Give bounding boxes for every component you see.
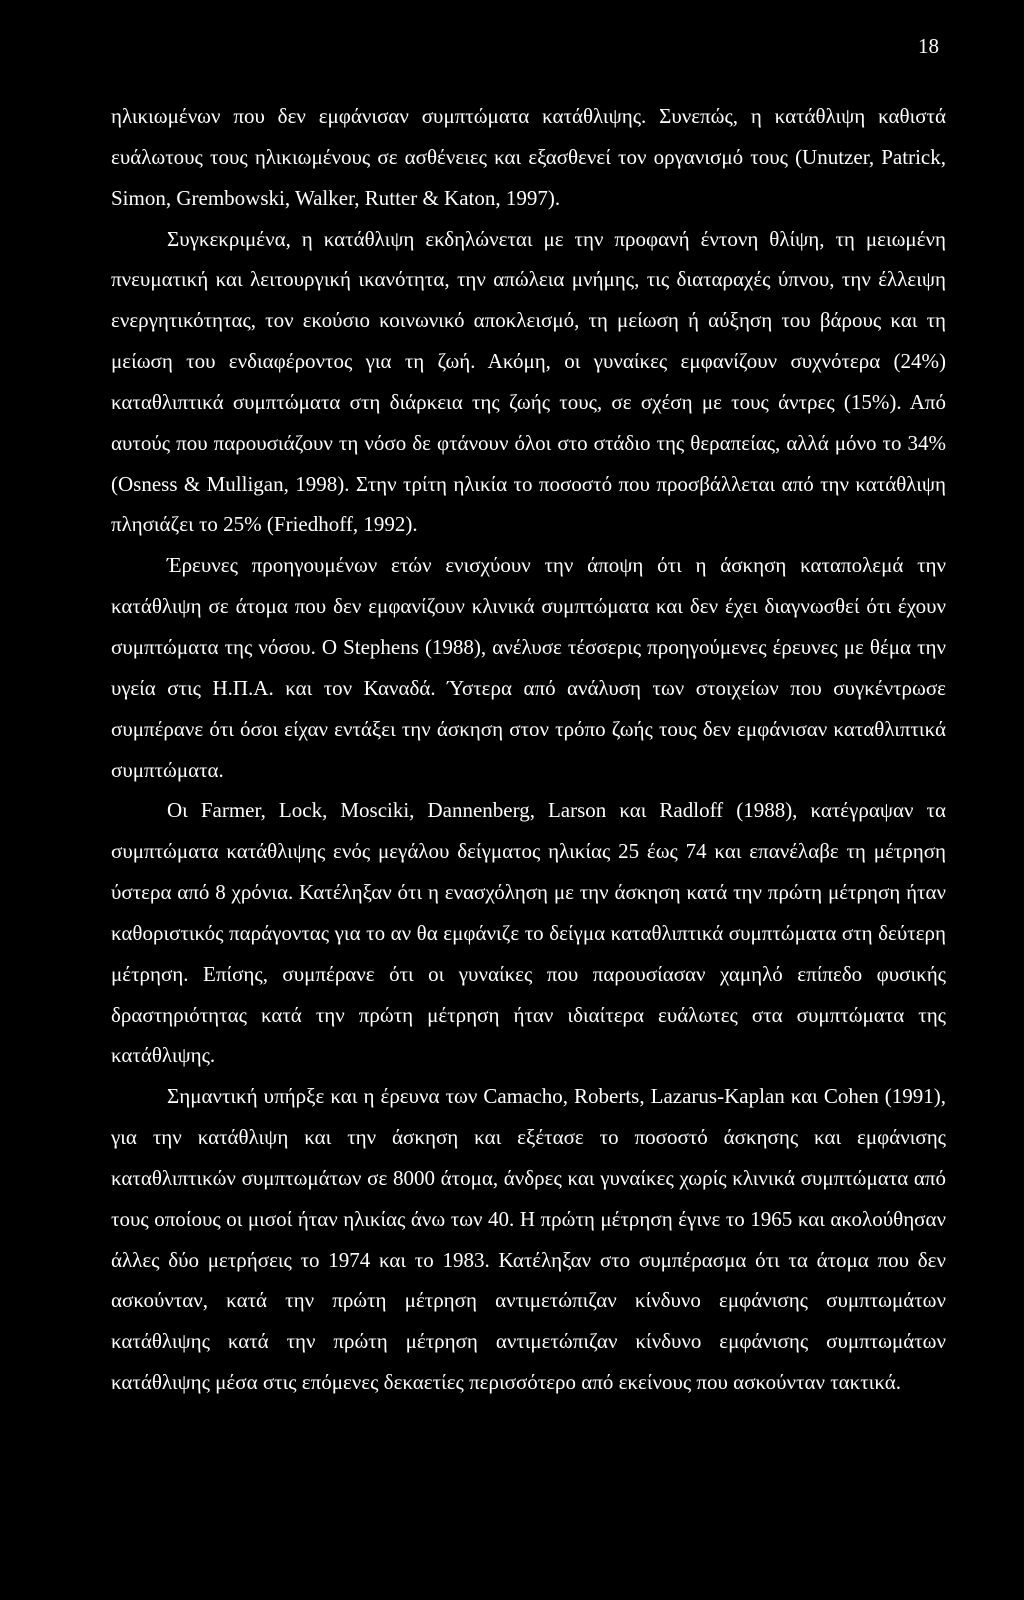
paragraph-symptoms: Συγκεκριμένα, η κατάθλιψη εκδηλώνεται με την προφανή έντονη θλίψη, τη μειωμένη πνευματική και λειτουργική ικανότητα, την απώλεια μνήμης, τις διαταραχές ύπνου, την έλλειψη ενεργητικότητας, τον εκούσιο κοινωνικό αποκλεισμό, τη μείωση ή αύξηση του βάρους και τη μείωση του ενδιαφέροντος για τη ζωή. Ακόμη, οι γυναίκες εμφανίζουν συχνότερα (24%) καταθλιπτικά συμπτώματα στη διάρκεια της ζωής τους, σε σχέση με τους άντρες (15%). Από αυτούς που παρουσιάζουν τη νόσο δε φτάνουν όλοι στο στάδιο της θεραπείας, αλλά μόνο το 34% (Osness & Mulligan, 1998). Στην τρίτη ηλικία το ποσοστό που προσβάλλεται από την κατάθλιψη πλησιάζει το 25% (Friedhoff, 1992). [111,226,946,537]
paragraph-continuation: ηλικιωμένων που δεν εμφάνισαν συμπτώματα κατάθλιψης. Συνεπώς, η κατάθλιψη καθιστά ευάλωτους τους ηλικιωμένους σε ασθένειες και εξασθενεί τον οργανισμό τους (Unutzer, Patrick, Simon, Grembowski, Walker, Rutter & Katon, 1997). [111,104,946,210]
paragraph-prior-research: Έρευνες προηγουμένων ετών ενισχύουν την άποψη ότι η άσκηση καταπολεμά την κατάθλιψη σε άτομα που δεν εμφανίζουν κλινικά συμπτώματα και δεν έχει διαγνωσθεί ότι έχουν συμπτώματα της νόσου. Ο Stephens (1988), ανέλυσε τέσσερις προηγούμενες έρευνες με θέμα την υγεία στις Η.Π.Α. και τον Καναδά. Ύστερα από ανάλυση των στοιχείων που συγκέντρωσε συμπέρανε ότι όσοι είχαν εντάξει την άσκηση στον τρόπο ζωής τους δεν εμφάνισαν καταθλιπτικά συμπτώματα. [111,553,946,782]
paragraph-farmer-study: Οι Farmer, Lock, Mosciki, Dannenberg, Larson και Radloff (1988), κατέγραψαν τα συμπτώματα κατάθλιψης ενός μεγάλου δείγματος ηλικίας 25 έως 74 και επανέλαβε τη μέτρηση ύστερα από 8 χρόνια. Κατέληξαν ότι η ενασχόληση με την άσκηση κατά την πρώτη μέτρηση ήταν καθοριστικός παράγοντας για το αν θα εμφάνιζε το δείγμα καταθλιπτικά συμπτώματα στη δεύτερη μέτρηση. Επίσης, συμπέρανε ότι οι γυναίκες που παρουσίασαν χαμηλό επίπεδο φυσικής δραστηριότητας κατά την πρώτη μέτρηση ήταν ιδιαίτερα ευάλωτες στα συμπτώματα της κατάθλιψης. [111,798,946,1068]
page-number: 18 [918,34,939,58]
body-text [111,96,946,1403]
paragraph-camacho-study: Σημαντική υπήρξε και η έρευνα των Camacho, Roberts, Lazarus-Kaplan και Cohen (1991), για την κατάθλιψη και την άσκηση και εξέτασε το ποσοστό άσκησης και εμφάνισης καταθλιπτικών συμπτωμάτων σε 8000 άτομα, άνδρες και γυναίκες χωρίς κλινικά συμπτώματα από τους οποίους οι μισοί ήταν ηλικίας άνω των 40. Η πρώτη μέτρηση έγινε το 1965 και ακολούθησαν άλλες δύο μετρήσεις το 1974 και το 1983. Κατέληξαν στο συμπέρασμα ότι τα άτομα που δεν ασκούνταν, κατά την πρώτη μέτρηση αντιμετώπιζαν κίνδυνο εμφάνισης συμπτωμάτων κατάθλιψης κατά την πρώτη μέτρηση αντιμετώπιζαν κίνδυνο εμφάνισης συμπτωμάτων κατάθλιψης μέσα στις επόμενες δεκαετίες περισσότερο από εκείνους που ασκούνταν τακτικά. [111,1084,946,1395]
